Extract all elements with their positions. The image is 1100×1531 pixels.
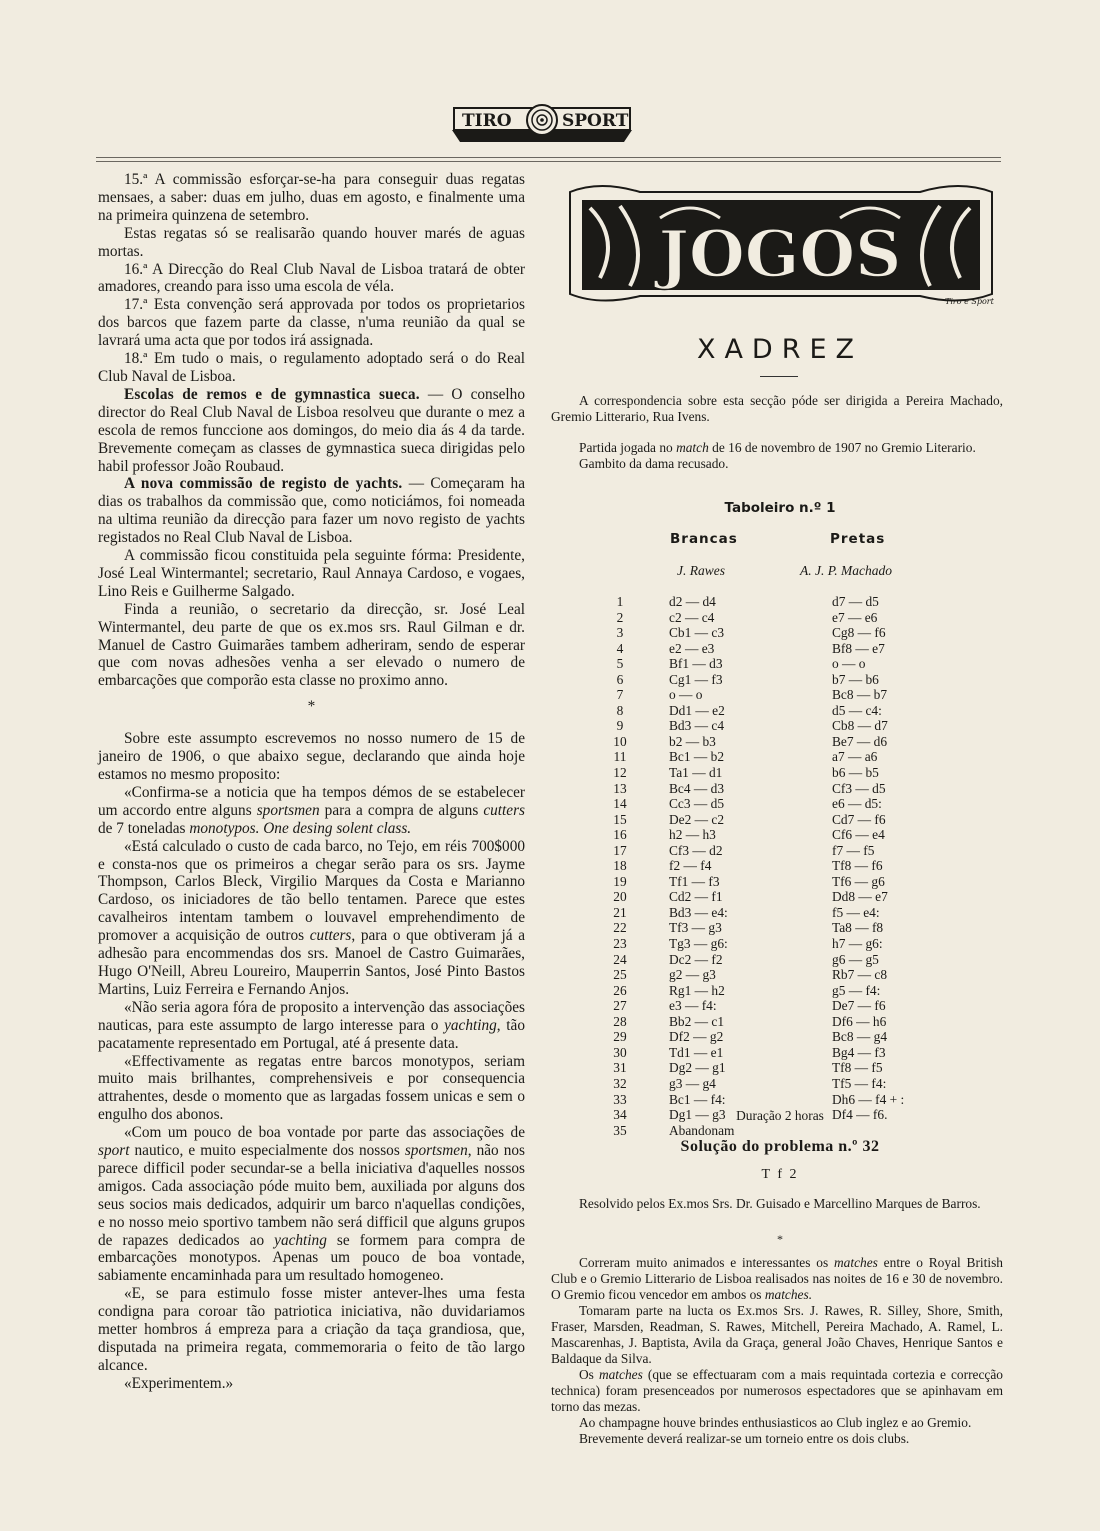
white-move: Cb1 — c3 <box>669 625 725 641</box>
black-move: Bf8 — e7 <box>832 640 885 656</box>
correspondencia-block <box>551 393 1003 425</box>
gambito-text: Gambito da dama recusado. <box>579 456 729 471</box>
white-move: Bc1 — f4: <box>669 1091 726 1107</box>
quote-1: «Confirma-se a noticia que ha tempos démos de se estabelecer um accordo entre alguns sportsmen para a compra de alguns cutters de 7 toneladas monotypos. One desing solent class. <box>98 783 525 837</box>
white-move: Bc1 — b2 <box>669 749 725 765</box>
move-number: 2 <box>616 609 624 625</box>
black-move: d5 — c4: <box>832 702 882 718</box>
xadrez-title: XADREZ <box>696 334 864 365</box>
white-move: De2 — c2 <box>669 811 725 827</box>
move-number: 16 <box>613 827 627 843</box>
black-move: Bc8 — b7 <box>832 687 888 703</box>
black-move: h7 — g6: <box>832 936 883 952</box>
black-move: e6 — d5: <box>832 796 882 812</box>
move-row <box>600 1045 920 1061</box>
white-move: Dg1 — g3 <box>669 1107 726 1123</box>
move-row <box>600 796 920 812</box>
news-5: Brevemente deverá realizar-se um torneio entre os dois clubs. <box>579 1431 910 1446</box>
black-move: o — o <box>832 656 866 672</box>
move-row <box>600 874 920 890</box>
move-number: 34 <box>613 1107 627 1123</box>
white-move: e3 — f4: <box>669 998 717 1014</box>
move-row <box>600 858 920 874</box>
white-move: Ta1 — d1 <box>669 765 723 781</box>
news-4: Ao champagne houve brindes enthusiasticos ao Club inglez e ao Gremio. <box>579 1415 972 1430</box>
white-move: g3 — g4 <box>669 1075 716 1091</box>
white-move: Cc3 — d5 <box>669 796 725 812</box>
correspondencia-text: A correspondencia sobre esta secção póde ser dirigida a Pereira Machado, Gremio Litterario, Rua Ivens. <box>551 393 1003 424</box>
section-star: * <box>307 698 316 716</box>
move-number: 19 <box>613 873 627 889</box>
move-row <box>600 703 920 719</box>
move-row <box>600 1060 920 1076</box>
move-number: 3 <box>616 625 624 641</box>
partida-block <box>551 440 1003 472</box>
black-move: f5 — e4: <box>832 904 880 920</box>
rule-15: 15.ª A commissão esforçar-se-ha para conseguir duas regatas mensaes, a saber: duas em julho, duas em agosto, e finalmente uma na primeira quinzena de setembro. <box>98 171 525 224</box>
white-move: Dd1 — e2 <box>669 702 725 718</box>
quote-3: «Não seria agora fóra de proposito a intervenção das associações nauticas, para este assumpto de largo interesse para o yachting, tão pacatamente representado em Portugal, até á presente data. <box>98 998 525 1052</box>
white-move: Bf1 — d3 <box>669 656 723 672</box>
black-move: Ta8 — f8 <box>832 920 884 936</box>
black-move: a7 — a6 <box>832 749 878 765</box>
black-move: Cd7 — f6 <box>832 811 886 827</box>
white-move: g2 — g3 <box>669 967 716 983</box>
move-number: 7 <box>616 687 624 703</box>
quote-4: «Effectivamente as regatas entre barcos monotypos, seriam muito mais brilhantes, comprehensiveis e por consequencia attrahentes, desde o momento que as largadas fossem unicas e sem o engulho dos abonos. <box>98 1052 525 1124</box>
move-row <box>600 625 920 641</box>
black-move: g6 — g5 <box>832 951 879 967</box>
black-move: Dh6 — f4 + : <box>832 1091 905 1107</box>
rule-17: 17.ª Esta convenção será approvada por todos os proprietarios dos barcos que fazem parte da classe, n'uma reunião da qual se lavrará uma acta que por todos irá assignada. <box>98 296 525 350</box>
black-move: b7 — b6 <box>832 671 879 687</box>
duracao: Duração 2 horas <box>736 1108 824 1123</box>
move-row <box>600 749 920 765</box>
quote-6: «E, se para estimulo fosse mister antever-lhes uma festa condigna para coroar tão patriotica iniciativa, não duvidariamos metter hombros á empreza para a criação da taça grandiosa, que, disputada na primeira regata, commemoraria o feito de tão largo alcance. <box>98 1285 525 1374</box>
white-player: J. Rawes <box>677 563 725 578</box>
black-move: b6 — b5 <box>832 765 879 781</box>
white-move: Bd3 — e4: <box>669 904 728 920</box>
move-row <box>600 641 920 657</box>
move-row <box>600 936 920 952</box>
black-move: Dd8 — e7 <box>832 889 888 905</box>
black-move: Df6 — h6 <box>832 1013 887 1029</box>
move-number: 13 <box>613 780 627 796</box>
move-number: 18 <box>613 858 627 874</box>
white-move: Cg1 — f3 <box>669 671 723 687</box>
move-row <box>600 781 920 797</box>
move-row <box>600 998 920 1014</box>
white-move: Bc4 — d3 <box>669 780 725 796</box>
move-number: 17 <box>613 842 627 858</box>
move-number: 4 <box>616 640 624 656</box>
white-move: Dc2 — f2 <box>669 951 723 967</box>
resolvido-block <box>551 1196 1003 1212</box>
white-move: Abandonam <box>669 1122 735 1138</box>
move-row <box>600 812 920 828</box>
move-number: 24 <box>613 951 627 967</box>
white-move: b2 — b3 <box>669 733 716 749</box>
header-rule <box>96 161 1001 162</box>
sobre-paragraph: Sobre este assumpto escrevemos no nosso numero de 15 de janeiro de 1906, o que abaixo segue, declarando que ainda hoje estamos no mesmo proposito: <box>98 730 525 783</box>
pretas-header: Pretas <box>830 531 886 547</box>
escolas-paragraph: Escolas de remos e de gymnastica sueca. — O conselho director do Real Club Naval de Lisboa resolveu que durante o mez a escola de remos funccione aos domingos, do meio dia ás 4 da tarde. Brevemente começam as classes de gymnastica sueca dirigidas pelo habil professor João Roubaud. <box>98 385 525 475</box>
move-number: 12 <box>613 765 627 781</box>
move-number: 31 <box>613 1060 627 1076</box>
black-move: Cf3 — d5 <box>832 780 886 796</box>
banner-credit: Tiro e Sport <box>945 297 994 306</box>
white-move: o — o <box>669 687 703 703</box>
brancas-header: Brancas <box>670 531 738 547</box>
commissao-heading: A nova commissão de registo de yachts. <box>124 475 403 493</box>
move-row <box>600 1123 920 1139</box>
moves-table <box>600 594 920 1138</box>
solucao-heading: Solução do problema n.º 32 <box>680 1138 880 1155</box>
left-column <box>98 171 525 1393</box>
white-move: Td1 — e1 <box>669 1044 724 1060</box>
white-move: Dg2 — g1 <box>669 1060 726 1076</box>
black-move: g5 — f4: <box>832 982 881 998</box>
move-row <box>600 827 920 843</box>
black-move: d7 — d5 <box>832 594 879 609</box>
quote-5: «Com um pouco de boa vontade por parte das associações de sport nautico, e muito especialmente dos nossos sportsmen, não nos parece difficil poder secundar-se a bella iniciativa d'aquelles nossos amigos. Cada associação póde muito bem, auxiliada por alguns dos seus socios mais dedicados, adquirir um barco n'aquellas condições, e no nosso meio sportivo tambem não será difficil que alguns grupos de rapazes dedicados ao yachting se formem para compra de embarcações monotypos. Apenas um pouco de boa vontade, sabiamente encaminhada para um resultado homogeneo. <box>98 1124 525 1285</box>
move-number: 20 <box>613 889 627 905</box>
partida-text: Partida jogada no match de 16 de novembro de 1907 no Gremio Literario. <box>579 440 976 455</box>
move-number: 28 <box>613 1013 627 1029</box>
move-number: 9 <box>616 718 624 734</box>
masthead-logo <box>452 100 632 146</box>
move-number: 6 <box>616 671 624 687</box>
constituida-paragraph: A commissão ficou constituida pela seguinte fórma: Presidente, José Leal Wintermantel; secretario, Raul Annaya Cardoso, e vogaes, Lino Reis e Guilherme Salgado. <box>98 547 525 600</box>
move-row <box>600 734 920 750</box>
move-number: 35 <box>613 1122 627 1138</box>
move-number: 14 <box>613 796 627 812</box>
black-move: Tf6 — g6 <box>832 873 885 889</box>
white-move: Tf1 — f3 <box>669 873 720 889</box>
move-number: 5 <box>616 656 624 672</box>
white-move: Tg3 — g6: <box>669 936 728 952</box>
move-row <box>600 610 920 626</box>
white-move: Cd2 — f1 <box>669 889 723 905</box>
black-move: Bc8 — g4 <box>832 1029 888 1045</box>
header-rule <box>96 157 1001 158</box>
move-number: 27 <box>613 998 627 1014</box>
move-number: 8 <box>616 702 624 718</box>
white-move: e2 — e3 <box>669 640 715 656</box>
black-move: Tf8 — f6 <box>832 858 883 874</box>
black-move: Cg8 — f6 <box>832 625 886 641</box>
black-move: Bg4 — f3 <box>832 1044 886 1060</box>
finda-paragraph: Finda a reunião, o secretario da direcção, sr. José Leal Wintermantel, deu parte de que os ex.mos srs. Raul Gilman e dr. Manuel de Castro Guimarães tambem adheriram, sendo de esperar que com novas adhesões venha a ser elevado o numero de embarcações que comporão esta classe no proximo anno. <box>98 600 525 690</box>
move-number: 26 <box>613 982 627 998</box>
white-move: f2 — f4 <box>669 858 712 874</box>
black-move: f7 — f5 <box>832 842 875 858</box>
move-number: 30 <box>613 1044 627 1060</box>
white-move: Df2 — g2 <box>669 1029 724 1045</box>
white-move: Bd3 — c4 <box>669 718 725 734</box>
move-number: 33 <box>613 1091 627 1107</box>
quote-2: «Está calculado o custo de cada barco, no Tejo, em réis 700$000 e consta-nos que os primeiros a chegar serão para os srs. Jayme Thompson, Carlos Bleck, Virgilio Marques da Costa e Marianno Cardoso, os iniciadores de tão bello tentamen. Parece que estes cavalheiros intentam tambem o louvavel emprehendimento de promover a acquisição de outros cutters, para o que obtiveram já a adhesão para encommendas dos srs. Manoel de Castro Guimarães, Hugo O'Neill, Abreu Loureiro, Mauperrin Santos, José Pinto Bastos Martins, Luiz Ferreira e Fernando Anjos. <box>98 837 526 998</box>
board-title: Taboleiro n.º 1 <box>724 500 836 516</box>
rule-18: 18.ª Em tudo o mais, o regulamento adoptado será o do Real Club Naval de Lisboa. <box>98 350 525 385</box>
move-row <box>600 843 920 859</box>
move-row <box>600 889 920 905</box>
move-number: 22 <box>613 920 627 936</box>
black-move: Be7 — d6 <box>832 733 888 749</box>
title-rule <box>760 376 798 377</box>
escolas-heading: Escolas de remos e de gymnastica sueca. <box>124 385 420 403</box>
white-move: h2 — h3 <box>669 827 716 843</box>
commissao-paragraph: A nova commissão de registo de yachts. — Começaram ha dias os trabalhos da commissão que, como noticiámos, foi nomeada na ultima reunião da direcção para fazer um novo registo de yachts registados no Real Club Naval de Lisboa. <box>98 475 525 547</box>
news-3: Os matches (que se effectuaram com a mais requintada cortezia e correcção technica) foram presenceados por numerosos espectadores que se apinhavam em torno das mezas. <box>551 1367 1004 1414</box>
white-move: c2 — c4 <box>669 609 715 625</box>
section-star: * <box>777 1232 783 1246</box>
move-row <box>600 920 920 936</box>
solucao-move: T f 2 <box>761 1167 799 1182</box>
quote-7: «Experimentem.» <box>124 1374 234 1392</box>
move-number: 1 <box>616 594 624 609</box>
rule-16: 16.ª A Direcção do Real Club Naval de Lisboa tratará de obter amadores, creando para isso uma escola de véla. <box>98 260 525 296</box>
matches-news <box>551 1255 1003 1447</box>
white-move: d2 — d4 <box>669 594 716 609</box>
white-move: Tf3 — g3 <box>669 920 722 936</box>
move-row <box>600 718 920 734</box>
black-move: Cb8 — d7 <box>832 718 888 734</box>
black-move: Df4 — f6. <box>832 1107 888 1123</box>
move-row <box>600 687 920 703</box>
move-number: 25 <box>613 967 627 983</box>
move-row <box>600 656 920 672</box>
move-row <box>600 1014 920 1030</box>
black-move: e7 — e6 <box>832 609 878 625</box>
black-move: De7 — f6 <box>832 998 886 1014</box>
move-row <box>600 1029 920 1045</box>
black-player: A. J. P. Machado <box>800 563 892 578</box>
move-number: 10 <box>613 733 627 749</box>
move-row <box>600 594 920 610</box>
move-number: 21 <box>613 904 627 920</box>
black-move: Cf6 — e4 <box>832 827 885 843</box>
move-row <box>600 1092 920 1108</box>
move-row <box>600 765 920 781</box>
news-2: Tomaram parte na lucta os Ex.mos Srs. J. Rawes, R. Silley, Shore, Smith, Fraser, Marsden, Readman, S. Rawes, Mitchell, Pereira Machado, A. Ramel, L. Mascarenhas, J. Baptista, Avila da Graça, general João Chaves, Henrique Santos e Baldaque da Silva. <box>551 1303 1003 1366</box>
news-1: Correram muito animados e interessantes os matches entre o Royal British Club e o Gremio Litterario de Lisboa realisados nas noites de 16 e 30 de novembro. O Gremio ficou vencedor em ambos os matches. <box>551 1255 1003 1302</box>
black-move: Tf8 — f5 <box>832 1060 883 1076</box>
svg-text:TIRO: TIRO <box>462 111 512 131</box>
move-number: 23 <box>613 936 627 952</box>
move-row <box>600 952 920 968</box>
white-move: Rg1 — h2 <box>669 982 725 998</box>
white-move: Bb2 — c1 <box>669 1013 725 1029</box>
resolvido-text: Resolvido pelos Ex.mos Srs. Dr. Guisado e Marcellino Marques de Barros. <box>579 1196 981 1211</box>
move-number: 29 <box>613 1029 627 1045</box>
black-move: Tf5 — f4: <box>832 1075 887 1091</box>
black-move: Rb7 — c8 <box>832 967 888 983</box>
move-row <box>600 672 920 688</box>
move-row <box>600 905 920 921</box>
move-row <box>600 983 920 999</box>
move-row <box>600 1076 920 1092</box>
rule-15-note: Estas regatas só se realisarão quando houver marés de aguas mortas. <box>98 224 525 260</box>
move-row <box>600 967 920 983</box>
banner-title: JOGOS <box>658 217 902 292</box>
move-number: 32 <box>613 1075 627 1091</box>
jogos-banner <box>560 178 1000 316</box>
svg-text:SPORT: SPORT <box>562 111 629 131</box>
move-number: 15 <box>613 811 627 827</box>
move-number: 11 <box>613 749 627 765</box>
white-move: Cf3 — d2 <box>669 842 723 858</box>
